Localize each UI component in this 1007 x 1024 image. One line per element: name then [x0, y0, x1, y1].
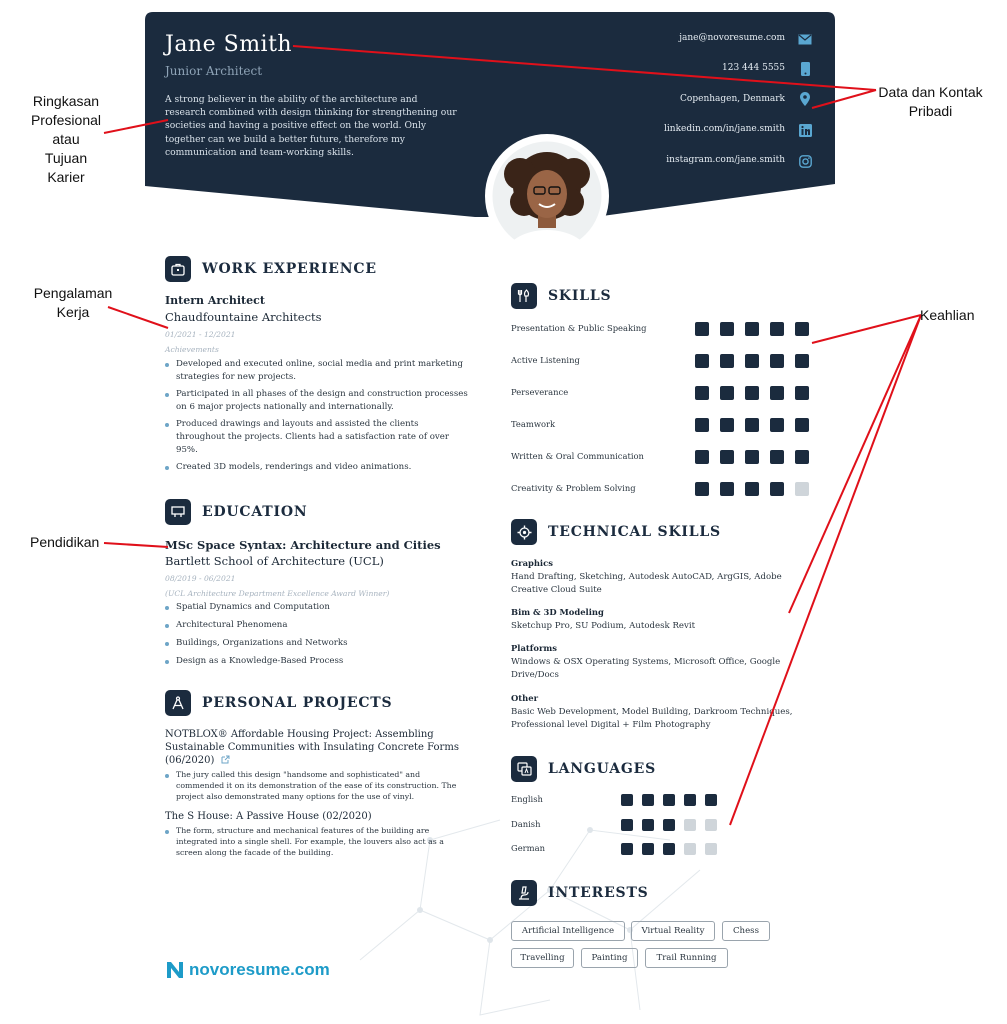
- list-item: Buildings, Organizations and Networks: [165, 637, 470, 650]
- languages-heading: LANGUAGES: [548, 761, 657, 777]
- candidate-role: Junior Architect: [165, 64, 263, 78]
- interest-tag: Trail Running: [645, 948, 728, 968]
- list-item: The form, structure and mechanical features of the building are integrated into a single shell. For example, the louvers also act as a screen along the facade of the building.: [165, 825, 470, 858]
- interest-tag: Chess: [722, 921, 770, 941]
- annotation-line-education: [104, 543, 168, 547]
- contact-instagram[interactable]: instagram.com/jane.smith: [666, 155, 785, 165]
- contact-linkedin[interactable]: linkedin.com/in/jane.smith: [664, 124, 785, 134]
- interests-heading: INTERESTS: [548, 885, 649, 901]
- list-item: Participated in all phases of the design and construction processes on 6 major projects nationally and internationally.: [165, 388, 470, 414]
- project-title: The S House: A Passive House (02/2020): [165, 811, 372, 822]
- list-item: Architectural Phenomena: [165, 619, 470, 632]
- personal-projects-heading: PERSONAL PROJECTS: [202, 695, 393, 711]
- tech-category: Other: [511, 693, 538, 703]
- skill-name: Perseverance: [511, 387, 569, 397]
- skill-name: Presentation & Public Speaking: [511, 323, 647, 333]
- language-name: English: [511, 794, 543, 804]
- annotation-contact: Data dan Kontak Pribadi: [878, 84, 983, 119]
- technical-skills-heading: TECHNICAL SKILLS: [548, 524, 721, 540]
- annotation-line-contact: [812, 90, 876, 108]
- annotation-line-summary: [104, 120, 168, 133]
- project-title: NOTBLOX® Affordable Housing Project: Assembling Sustainable Communities with Insulating Concrete Forms (06/2020): [165, 729, 459, 766]
- skill-name: Active Listening: [511, 355, 580, 365]
- skill-name: Written & Oral Communication: [511, 451, 644, 461]
- interest-tag: Virtual Reality: [631, 921, 715, 941]
- tech-value: Windows & OSX Operating Systems, Microsoft Office, Google Drive/Docs: [511, 657, 781, 680]
- language-name: German: [511, 843, 545, 853]
- professional-summary: A strong believer in the ability of the architecture and research combined with design thinking for strengthening our societies and having a positive effect on the world. Only together can we build a better future, therefore my communication and team-working skills.: [165, 94, 457, 158]
- skills-heading: SKILLS: [548, 288, 612, 304]
- tech-category: Graphics: [511, 558, 553, 568]
- contact-email[interactable]: jane@novoresume.com: [679, 33, 785, 43]
- company-name: Chaudfountaine Architects: [165, 310, 322, 324]
- candidate-name: Jane Smith: [165, 32, 293, 57]
- list-item: Produced drawings and layouts and assisted the clients throughout the projects. Clients had a satisfaction rate of over 95%.: [165, 418, 470, 457]
- annotation-summary: Ringkasan Profesional atau Tujuan Karier: [30, 93, 102, 185]
- interest-tag: Travelling: [511, 948, 574, 968]
- degree-title: MSc Space Syntax: Architecture and Cities: [165, 538, 441, 552]
- contact-location: Copenhagen, Denmark: [680, 94, 785, 104]
- list-item: The jury called this design "handsome and sophisticated" and commended it on its demonstration of the ease of its construction. The project also demonstrated many options for the use of vinyl.: [165, 769, 470, 802]
- tech-value: Basic Web Development, Model Building, Darkroom Techniques, Professional level Digital + Film Photography: [511, 707, 793, 730]
- interest-tag: Artificial Intelligence: [511, 921, 625, 941]
- annotation-skills: Keahlian: [920, 307, 975, 323]
- school-name: Bartlett School of Architecture (UCL): [165, 554, 384, 568]
- list-item: Design as a Knowledge-Based Process: [165, 655, 470, 668]
- tech-value: Sketchup Pro, SU Podium, Autodesk Revit: [511, 621, 696, 631]
- education-heading: EDUCATION: [202, 504, 308, 520]
- brand-name: novoresume.com: [189, 960, 330, 979]
- annotation-line-skills-3: [730, 315, 921, 825]
- annotation-education: Pendidikan: [30, 534, 100, 550]
- job-title: Intern Architect: [165, 294, 265, 307]
- education-award: (UCL Architecture Department Excellence Award Winner): [165, 589, 390, 598]
- annotation-line-skills-2: [789, 315, 921, 613]
- list-item: Spatial Dynamics and Computation: [165, 601, 470, 614]
- list-item: Developed and executed online, social media and print marketing strategies for new projects.: [165, 358, 470, 384]
- job-dates: 01/2021 - 12/2021: [165, 330, 236, 339]
- work-experience-heading: WORK EXPERIENCE: [202, 261, 377, 277]
- annotation-line-name: [293, 46, 876, 90]
- contact-phone: 123 444 5555: [722, 63, 785, 73]
- tech-category: Bim & 3D Modeling: [511, 607, 604, 617]
- interest-tag: Painting: [581, 948, 638, 968]
- annotation-experience: Pengalaman Kerja: [33, 285, 113, 320]
- list-item: Created 3D models, renderings and video animations.: [165, 461, 470, 474]
- annotation-line-skills-1: [812, 315, 921, 343]
- tech-value: Hand Drafting, Sketching, Autodesk AutoCAD, ArgGIS, Adobe Creative Cloud Suite: [511, 572, 782, 595]
- education-dates: 08/2019 - 06/2021: [165, 574, 236, 583]
- language-name: Danish: [511, 819, 541, 829]
- achievements-label: Achievements: [165, 345, 219, 354]
- skill-name: Teamwork: [511, 419, 556, 429]
- tech-category: Platforms: [511, 643, 557, 653]
- skill-name: Creativity & Problem Solving: [511, 483, 636, 493]
